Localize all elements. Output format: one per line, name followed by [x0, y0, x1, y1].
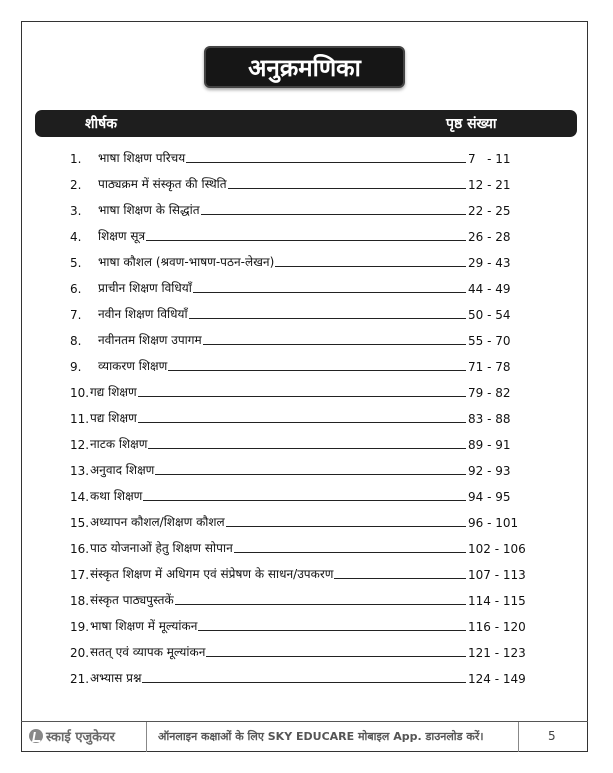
- toc-entry: [70, 504, 540, 530]
- toc-leader-line: [189, 318, 466, 319]
- toc-entry-pages: 102 - 106: [468, 542, 526, 556]
- toc-entry-number: 10.: [70, 386, 90, 400]
- toc-entry-topic: कथा शिक्षण: [90, 489, 143, 503]
- toc-entry: [70, 452, 540, 478]
- toc-entry: [70, 322, 540, 348]
- app-promo-text: ऑनलाइन कक्षाओं के लिए SKY EDUCARE मोबाइल App. डाउनलोड करें।: [158, 730, 484, 743]
- toc-leader-line: [142, 682, 466, 683]
- toc-entry-topic: व्याकरण शिक्षण: [98, 359, 168, 373]
- toc-entry-pages: 71 - 78: [468, 360, 511, 374]
- toc-entry: [70, 270, 540, 296]
- toc-leader-line: [168, 370, 466, 371]
- toc-entry-topic: प्राचीन शिक्षण विधियाँ: [98, 281, 192, 295]
- toc-leader-line: [146, 240, 466, 241]
- toc-entry-number: 20.: [70, 646, 90, 660]
- toc-entry-topic: शिक्षण सूत्र: [98, 229, 146, 243]
- toc-entry-topic: संस्कृत शिक्षण में अधिगम एवं संप्रेषण के साधन/उपकरण: [90, 567, 334, 581]
- toc-leader-line: [148, 448, 466, 449]
- toc-entry-pages: 107 - 113: [468, 568, 526, 582]
- toc-entry-topic: पद्य शिक्षण: [90, 411, 137, 425]
- toc-entry-pages: 121 - 123: [468, 646, 526, 660]
- toc-entry-pages: 12 - 21: [468, 178, 511, 192]
- toc-leader-line: [206, 656, 466, 657]
- page-column-header: पृष्ठ संख्या: [446, 116, 497, 132]
- toc-entry-number: 8.: [70, 334, 82, 348]
- toc-entry-pages: 22 - 25: [468, 204, 511, 218]
- toc-entry-topic: अभ्यास प्रश्न: [90, 671, 142, 685]
- toc-entry: [70, 582, 540, 608]
- toc-leader-line: [234, 552, 466, 553]
- toc-entry: [70, 400, 540, 426]
- toc-entry: [70, 348, 540, 374]
- toc-entry: [70, 426, 540, 452]
- toc-entry-pages: 44 - 49: [468, 282, 511, 296]
- toc-entry-number: 3.: [70, 204, 82, 218]
- toc-entry-pages: 116 - 120: [468, 620, 526, 634]
- toc-entry-pages: 92 - 93: [468, 464, 511, 478]
- toc-entry-number: 11.: [70, 412, 90, 426]
- page-footer: [21, 721, 588, 752]
- toc-entry-number: 12.: [70, 438, 90, 452]
- toc-entry-number: 2.: [70, 178, 82, 192]
- toc-entry-pages: 55 - 70: [468, 334, 511, 348]
- toc-entry-number: 18.: [70, 594, 90, 608]
- toc-leader-line: [334, 578, 466, 579]
- toc-entry-topic: नवीन शिक्षण विधियाँ: [98, 307, 188, 321]
- footer-divider: [146, 722, 147, 752]
- toc-entry: [70, 192, 540, 218]
- toc-leader-line: [275, 266, 466, 267]
- toc-entry-pages: 94 - 95: [468, 490, 511, 504]
- toc-entry-pages: 114 - 115: [468, 594, 526, 608]
- toc-entry-pages: 89 - 91: [468, 438, 511, 452]
- toc-entry-topic: अनुवाद शिक्षण: [90, 463, 155, 477]
- toc-entry-number: 6.: [70, 282, 82, 296]
- footer-divider: [518, 722, 519, 752]
- topic-column-header: शीर्षक: [85, 116, 117, 132]
- toc-entry-topic: पाठ्यक्रम में संस्कृत की स्थिति: [98, 177, 227, 191]
- toc-leader-line: [138, 422, 466, 423]
- toc-entry: [70, 244, 540, 270]
- toc-entry: [70, 140, 540, 166]
- toc-entry-number: 13.: [70, 464, 90, 478]
- toc-leader-line: [203, 344, 466, 345]
- toc-entry-topic: नाटक शिक्षण: [90, 437, 148, 451]
- toc-entry: [70, 296, 540, 322]
- toc-entry-number: 16.: [70, 542, 90, 556]
- toc-entry-topic: संस्कृत पाठ्यपुस्तकें: [90, 593, 174, 607]
- brand-name: स्काई एजुकेयर: [46, 730, 115, 745]
- sky-educare-logo-icon: [29, 729, 43, 743]
- toc-entry-pages: 50 - 54: [468, 308, 511, 322]
- toc-entry-number: 17.: [70, 568, 90, 582]
- page-title: अनुक्रमणिका: [204, 46, 405, 88]
- toc-entry-number: 1.: [70, 152, 82, 166]
- toc-entry-topic: गद्य शिक्षण: [90, 385, 137, 399]
- toc-entry-topic: भाषा कौशल (श्रवण-भाषण-पठन-लेखन): [98, 255, 275, 269]
- toc-entry: [70, 660, 540, 686]
- toc-entry: [70, 478, 540, 504]
- toc-entry-pages: 26 - 28: [468, 230, 511, 244]
- toc-entry-topic: भाषा शिक्षण में मूल्यांकन: [90, 619, 198, 633]
- toc-entry-topic: भाषा शिक्षण के सिद्धांत: [98, 203, 200, 217]
- toc-leader-line: [201, 214, 466, 215]
- toc-entry-pages: 79 - 82: [468, 386, 511, 400]
- table-of-contents: [70, 140, 540, 686]
- toc-leader-line: [228, 188, 466, 189]
- toc-leader-line: [155, 474, 466, 475]
- toc-entry: [70, 166, 540, 192]
- toc-entry: [70, 530, 540, 556]
- toc-leader-line: [198, 630, 466, 631]
- page-number: 5: [548, 729, 556, 743]
- toc-header: [35, 110, 577, 137]
- toc-entry-pages: 83 - 88: [468, 412, 511, 426]
- toc-entry-pages: 124 - 149: [468, 672, 526, 686]
- toc-entry-number: 4.: [70, 230, 82, 244]
- toc-leader-line: [186, 162, 466, 163]
- toc-entry: [70, 634, 540, 660]
- toc-entry-number: 15.: [70, 516, 90, 530]
- toc-entry-number: 7.: [70, 308, 82, 322]
- brand-logo: [29, 727, 115, 745]
- toc-entry-topic: नवीनतम शिक्षण उपागम: [98, 333, 202, 347]
- toc-entry: [70, 218, 540, 244]
- toc-entry: [70, 374, 540, 400]
- toc-entry-number: 5.: [70, 256, 82, 270]
- toc-leader-line: [175, 604, 466, 605]
- toc-entry: [70, 608, 540, 634]
- toc-leader-line: [138, 396, 466, 397]
- toc-entry-number: 14.: [70, 490, 90, 504]
- toc-entry-topic: पाठ योजनाओं हेतु शिक्षण सोपान: [90, 541, 233, 555]
- toc-entry-number: 9.: [70, 360, 82, 374]
- toc-leader-line: [193, 292, 466, 293]
- toc-entry-topic: भाषा शिक्षण परिचय: [98, 151, 186, 165]
- toc-entry: [70, 556, 540, 582]
- toc-entry-number: 19.: [70, 620, 90, 634]
- toc-leader-line: [226, 526, 466, 527]
- toc-entry-number: 21.: [70, 672, 90, 686]
- toc-entry-topic: अध्यापन कौशल/शिक्षण कौशल: [90, 515, 225, 529]
- toc-leader-line: [143, 500, 466, 501]
- toc-entry-pages: 96 - 101: [468, 516, 519, 530]
- toc-entry-topic: सतत् एवं व्यापक मूल्यांकन: [90, 645, 206, 659]
- toc-entry-pages: 7 - 11: [468, 152, 511, 166]
- toc-entry-pages: 29 - 43: [468, 256, 511, 270]
